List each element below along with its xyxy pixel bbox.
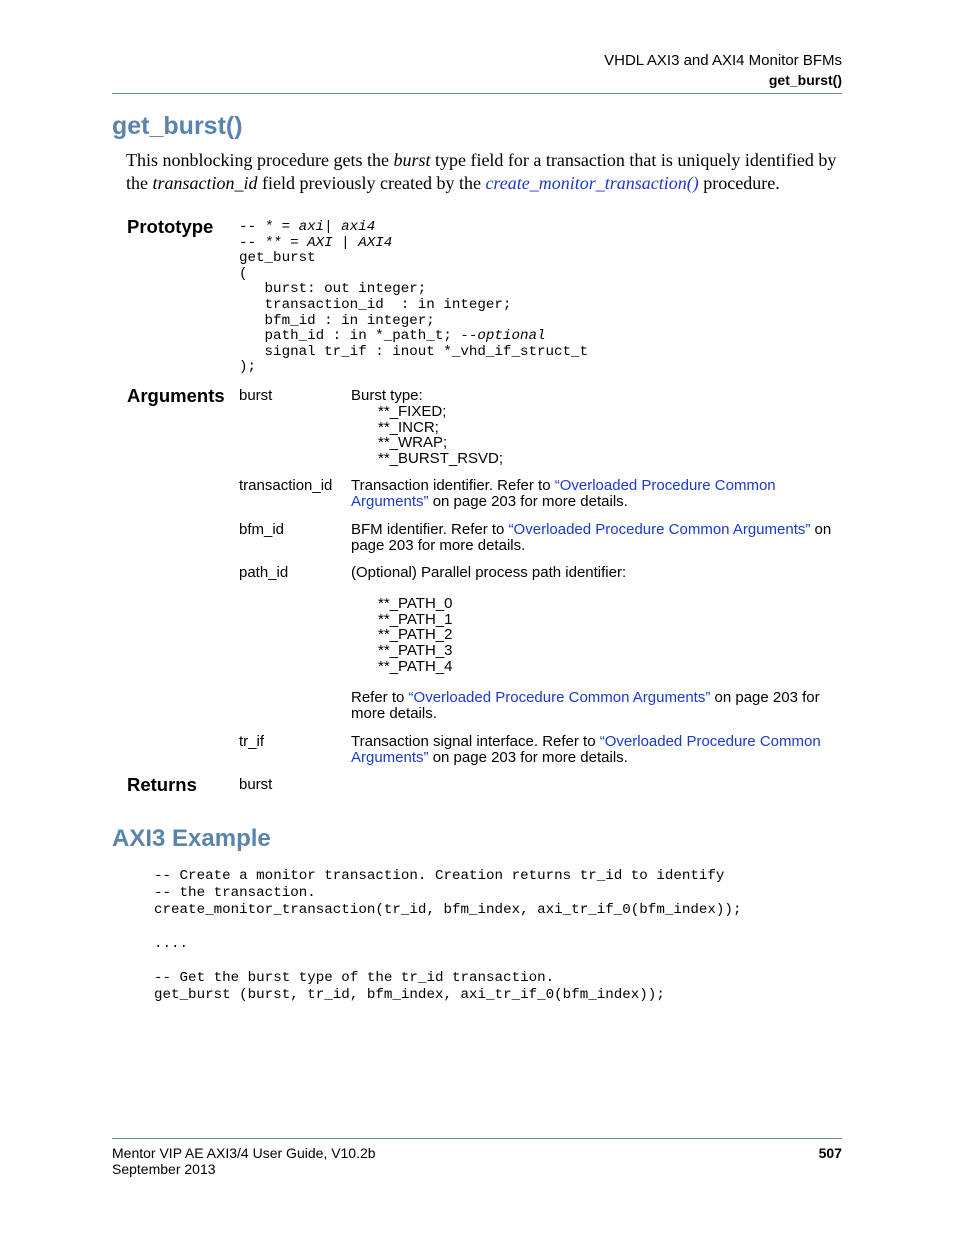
- burst-value-fixed: **_FIXED;: [378, 402, 447, 420]
- arg-desc-burst-text: Burst type:: [351, 387, 423, 404]
- path-value-4: **_PATH_4: [378, 657, 453, 675]
- prototype-arg-path-id: [239, 329, 588, 345]
- intro-burst-term: burst: [393, 150, 431, 170]
- running-header-chapter: VHDL AXI3 and AXI4 Monitor BFMs: [604, 52, 842, 69]
- example-heading: AXI3 Example: [112, 825, 271, 852]
- header-divider: [112, 93, 842, 94]
- create-monitor-transaction-link[interactable]: create_monitor_transaction(): [485, 172, 699, 193]
- running-header-section: get_burst(): [768, 72, 842, 88]
- arg-name-burst: burst: [239, 387, 273, 404]
- prototype-code-block: [239, 220, 588, 376]
- path-value-0: **_PATH_0: [378, 594, 453, 612]
- footer-divider: [112, 1138, 842, 1139]
- arg-desc-path-id: [351, 565, 843, 721]
- prototype-arg-bfm-id: bfm_id : in integer;: [239, 312, 435, 329]
- footer-guide-title: Mentor VIP AE AXI3/4 User Guide, V10.2b: [112, 1145, 376, 1161]
- overloaded-args-link-path-id[interactable]: “Overloaded Procedure Common Arguments”: [408, 688, 711, 706]
- prototype-comment-line-2: -- ** = AXI | AXI4: [239, 234, 393, 251]
- burst-value-incr: **_INCR;: [378, 418, 439, 436]
- intro-paragraph: [126, 149, 842, 194]
- arg-name-tr-if: tr_if: [239, 733, 265, 750]
- example-line-6: [154, 953, 741, 970]
- path-value-2: **_PATH_2: [378, 626, 453, 644]
- arg-ref-path-id-prefix: Refer to: [351, 688, 409, 706]
- page-title: get_burst(): [112, 112, 243, 140]
- example-line-4: [154, 919, 741, 936]
- overloaded-args-link-tr-if[interactable]: “Overloaded Procedure Common Arguments”: [351, 733, 821, 766]
- intro-transaction-id-term: transaction_id: [152, 172, 258, 193]
- example-line-2: -- the transaction.: [154, 885, 316, 901]
- burst-value-rsvd: **_BURST_RSVD;: [378, 450, 504, 468]
- path-value-1: **_PATH_1: [378, 610, 453, 628]
- arg-name-bfm-id: bfm_id: [239, 521, 285, 538]
- prototype-arg-transaction-id: transaction_id : in integer;: [239, 296, 512, 313]
- arg-name-transaction-id: transaction_id: [239, 477, 333, 494]
- overloaded-args-link-bfm-id[interactable]: “Overloaded Procedure Common Arguments”: [508, 521, 811, 538]
- arguments-label: Arguments: [127, 385, 225, 406]
- returns-label: Returns: [127, 774, 197, 795]
- path-value-3: **_PATH_3: [378, 642, 453, 660]
- prototype-arg-tr-if: signal tr_if : inout *_vhd_if_struct_t: [239, 343, 589, 360]
- footer-info: [112, 1145, 376, 1177]
- prototype-procedure-name: get_burst: [239, 250, 316, 267]
- arg-desc-bfm-id-text: BFM identifier. Refer to: [351, 521, 509, 538]
- prototype-comment-line-1: -- * = axi| axi4: [239, 219, 376, 235]
- prototype-arg-burst: burst: out integer;: [239, 281, 427, 298]
- prototype-label: Prototype: [127, 216, 214, 237]
- example-line-5: ....: [154, 936, 189, 952]
- arg-desc-bfm-id-suffix: on page 203 for more details.: [351, 521, 832, 554]
- burst-value-wrap: **_WRAP;: [378, 434, 448, 452]
- prototype-open-paren: (: [239, 265, 248, 282]
- arg-desc-tr-if-text: Transaction signal interface. Refer to: [351, 733, 600, 750]
- intro-text-3: field previously created by the: [257, 172, 486, 193]
- intro-text-2: type field for a transaction that is uniquely identified by the: [126, 150, 837, 193]
- arg-desc-bfm-id: [351, 522, 843, 554]
- example-line-7: -- Get the burst type of the tr_id transaction.: [154, 970, 555, 986]
- arg-ref-path-id: [351, 690, 843, 722]
- footer-date: September 2013: [112, 1161, 216, 1177]
- prototype-close-paren: );: [239, 359, 257, 376]
- overloaded-args-link-transaction-id[interactable]: “Overloaded Procedure Common Arguments”: [351, 477, 776, 510]
- arg-name-path-id: path_id: [239, 564, 289, 581]
- returns-value: burst: [239, 776, 273, 793]
- example-line-3: create_monitor_transaction(tr_id, bfm_index, axi_tr_if_0(bfm_index));: [154, 902, 742, 918]
- arg-desc-path-id-text: (Optional) Parallel process path identifier:: [351, 564, 627, 581]
- arg-desc-burst: [351, 388, 843, 467]
- page-number: 507: [818, 1145, 842, 1161]
- prototype-arg-path-id-code: path_id : in *_path_t; --: [239, 328, 478, 345]
- arg-desc-transaction-id: [351, 478, 843, 510]
- intro-text-1: This nonblocking procedure gets the: [126, 150, 394, 170]
- arg-desc-transaction-id-suffix: on page 203 for more details.: [428, 492, 628, 510]
- arg-desc-tr-if: [351, 734, 843, 766]
- arg-desc-transaction-id-text: Transaction identifier. Refer to: [351, 477, 555, 494]
- intro-text-4: procedure.: [698, 172, 780, 193]
- arg-ref-path-id-suffix: on page 203 for more details.: [351, 688, 820, 722]
- example-code-block: [154, 868, 741, 1004]
- arg-desc-tr-if-suffix: on page 203 for more details.: [428, 748, 628, 766]
- example-line-1: -- Create a monitor transaction. Creation returns tr_id to identify: [154, 868, 725, 884]
- prototype-optional-comment: optional: [477, 328, 546, 345]
- example-line-8: get_burst (burst, tr_id, bfm_index, axi_tr_if_0(bfm_index));: [154, 987, 665, 1003]
